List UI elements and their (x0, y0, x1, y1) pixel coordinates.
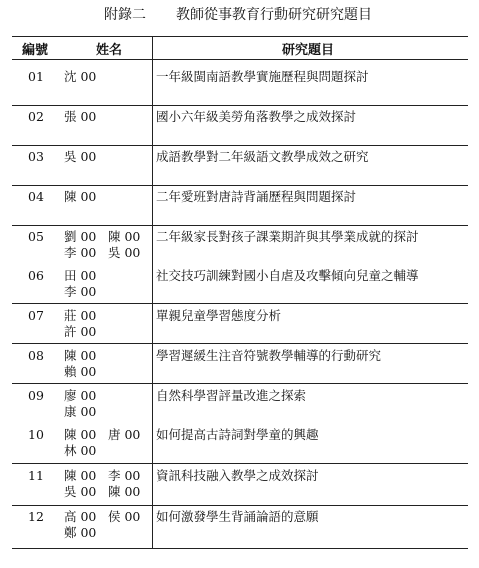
row-topic: 資訊科技融入教學之成效探討 (156, 468, 319, 483)
row-name: 陳 00 (64, 348, 97, 363)
document-heading: 教師從事教育行動研究研究題目 (176, 7, 372, 23)
row-no: 12 (28, 509, 44, 524)
column-divider (152, 37, 153, 548)
row-no: 04 (28, 189, 44, 204)
row-name: 許 00 (64, 324, 97, 339)
row-topic: 社交技巧訓練對國小自虐及攻擊傾向兒童之輔導 (156, 268, 419, 283)
header-topic: 研究題目 (282, 43, 335, 58)
header-no: 編號 (22, 43, 49, 58)
row-no: 01 (28, 69, 44, 84)
row-name: 莊 00 (64, 308, 97, 323)
row-name: 陳 00 (108, 229, 141, 244)
row-no: 05 (28, 229, 44, 244)
row-no: 06 (28, 268, 44, 283)
row-divider (12, 505, 468, 506)
row-divider (12, 343, 468, 344)
row-topic: 如何提高古詩詞對學童的興趣 (156, 427, 319, 442)
row-topic: 二年級家長對孩子課業期許與其學業成就的探討 (156, 229, 419, 244)
row-name: 鄭 00 (64, 525, 97, 540)
row-no: 09 (28, 388, 44, 403)
row-name: 沈 00 (64, 69, 97, 84)
row-name: 康 00 (64, 404, 97, 419)
row-name: 侯 00 (108, 509, 141, 524)
row-name: 劉 00 (64, 229, 97, 244)
row-name: 唐 00 (108, 427, 141, 442)
appendix-label: 附錄二 (104, 7, 146, 23)
row-name: 張 00 (64, 109, 97, 124)
header-name: 姓名 (96, 43, 123, 58)
row-topic: 一年級閩南語教學實施歷程與問題探討 (156, 69, 369, 84)
row-topic: 成語教學對二年級語文教學成效之研究 (156, 149, 369, 164)
row-name: 吳 00 (64, 149, 97, 164)
row-topic: 國小六年級美勞角落教學之成效探討 (156, 109, 357, 124)
row-topic: 自然科學習評量改進之探索 (156, 388, 307, 403)
row-name: 李 00 (64, 284, 97, 299)
research-topics-table (12, 36, 468, 549)
row-name: 林 00 (64, 443, 97, 458)
row-divider (12, 185, 468, 186)
row-divider (12, 105, 468, 106)
row-topic: 二年愛班對唐詩背誦歷程與問題探討 (156, 189, 357, 204)
row-no: 02 (28, 109, 44, 124)
row-divider (12, 463, 468, 464)
row-divider (12, 383, 468, 384)
row-no: 08 (28, 348, 44, 363)
row-name: 陳 00 (64, 427, 97, 442)
row-divider (12, 225, 468, 226)
row-no: 03 (28, 149, 44, 164)
header-divider (12, 59, 468, 60)
row-name: 高 00 (64, 509, 97, 524)
row-topic: 單親兒童學習態度分析 (156, 308, 282, 323)
row-name: 吳 00 (108, 245, 141, 260)
row-divider (12, 145, 468, 146)
row-name: 陳 00 (64, 189, 97, 204)
row-topic: 學習遲緩生注音符號教學輔導的行動研究 (156, 348, 382, 363)
row-no: 11 (28, 468, 44, 483)
row-name: 陳 00 (108, 484, 141, 499)
row-no: 10 (28, 427, 44, 442)
row-no: 07 (28, 308, 44, 323)
row-name: 李 00 (108, 468, 141, 483)
row-name: 李 00 (64, 245, 97, 260)
row-name: 陳 00 (64, 468, 97, 483)
row-name: 吳 00 (64, 484, 97, 499)
row-name: 田 00 (64, 268, 97, 283)
row-topic: 如何激發學生背誦論語的意願 (156, 509, 319, 524)
row-divider (12, 303, 468, 304)
row-name: 廖 00 (64, 388, 97, 403)
row-name: 賴 00 (64, 364, 97, 379)
